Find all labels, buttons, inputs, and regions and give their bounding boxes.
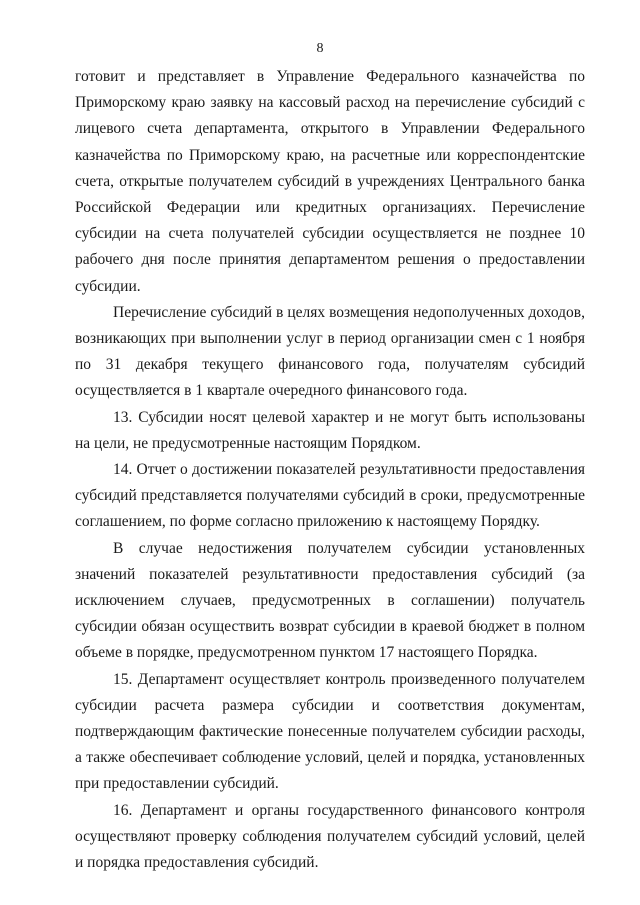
paragraph-item-13: 13. Субсидии носят целевой характер и не могут быть использованы на цели, не предусмотренные настоящим Порядком. <box>75 408 585 452</box>
document-body <box>75 64 585 876</box>
paragraph-item-14: 14. Отчет о достижении показателей результативности предоставления субсидий представляется получателями субсидий в сроки, предусмотренные соглашением, по форме согласно приложению к настоящему Порядку. <box>75 461 585 531</box>
paragraph-item-15: 15. Департамент осуществляет контроль произведенного получателем субсидии расчета размера субсидии и соответствия документам, подтверждающим фактические понесенные получателем субсидии расходы, а также обеспечивает соблюдение условий, целей и порядка, установленных при предоставлении субсидий. <box>75 670 585 793</box>
paragraph-continuation: готовит и представляет в Управление Федерального казначейства по Приморскому краю заявку на кассовый расход на перечисление субсидий с лицевого счета департамента, открытого в Управлении Федерального казначейства по Приморскому краю, на расчетные или корреспондентские счета, открытые получателем субсидий в учреждениях Центрального банка Российской Федерации или кредитных организациях. Перечисление субсидии на счета получателей субсидии осуществляется не позднее 10 рабочего дня после принятия департаментом решения о предоставлении субсидии. <box>75 68 585 295</box>
paragraph-refund-condition: В случае недостижения получателем субсидии установленных значений показателей результативности предоставления субсидий (за исключением случаев, предусмотренных в соглашении) получатель субсидии обязан осуществить возврат субсидии в краевой бюджет в полном объеме в порядке, предусмотренном пунктом 17 настоящего Порядка. <box>75 539 585 662</box>
page-number: 8 <box>316 41 324 56</box>
paragraph-item-16: 16. Департамент и органы государственного финансового контроля осуществляют проверку соблюдения получателем субсидий условий, целей и порядка предоставления субсидий. <box>75 801 585 872</box>
paragraph-transfer-timing: Перечисление субсидий в целях возмещения недополученных доходов, возникающих при выполнении услуг в период организации смен с 1 ноября по 31 декабря текущего финансового года, получателям субсидий осуществляется в 1 квартале очередного финансового года. <box>75 303 585 400</box>
